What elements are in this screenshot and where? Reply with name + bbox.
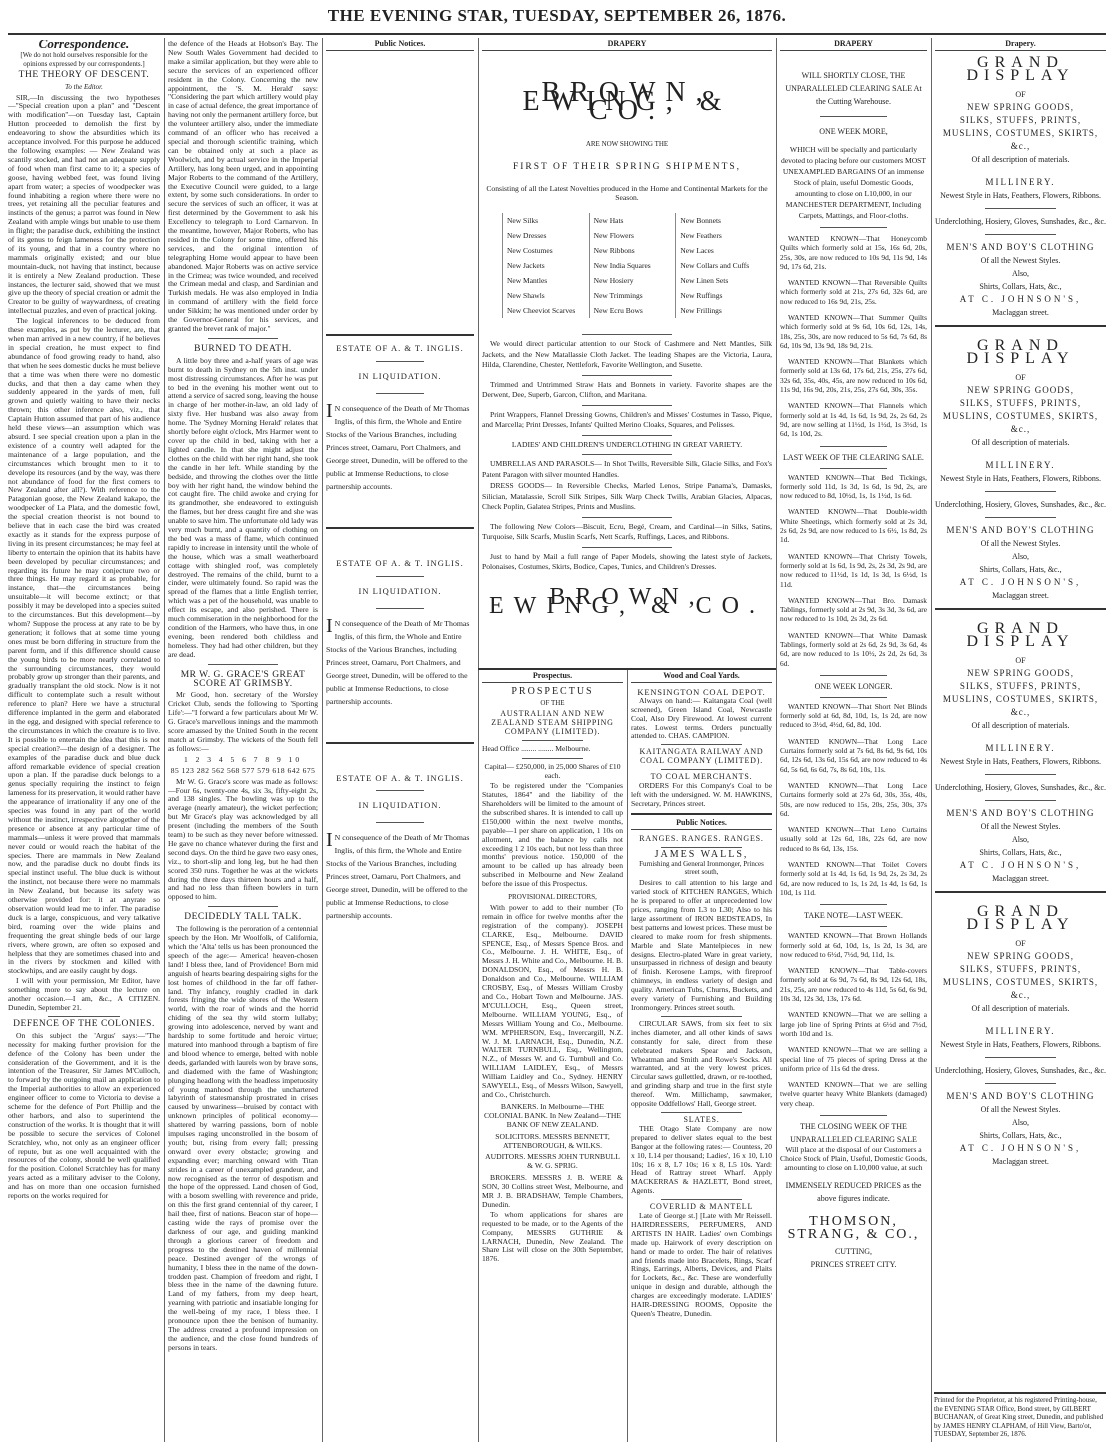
divider: [661, 847, 742, 848]
description-line: Of all description of materials.: [971, 720, 1070, 730]
wanted-item: WANTED KNOWN—That Bro. Damask Tablings, formerly sold at 2s 9d, 3s 3d, 3s 6d, are now reduced to 1s 10d, 2s 3d, 2s 6d.: [780, 595, 927, 624]
of-label: OF: [1015, 372, 1026, 382]
grace-wicket-numbers: 1 2 3 4 5 6 7 8 9 10: [183, 754, 303, 764]
last-week: LAST WEEK OF THE CLEARING SALE.: [783, 452, 924, 462]
column-public-notices: [326, 40, 474, 1440]
divider: [820, 904, 887, 905]
shirts-line: Shirts, Collars, Hats, &c.,: [979, 1130, 1062, 1140]
kensington-text: Always on hand:— Kaitangata Coal (well screened), Green Island Coal, Newcastle Coal, Also Dry Firewood. At lowest current rates. Lowest terms. Orders punctually attended to. CHAS. CAMPION.: [631, 695, 772, 741]
list-item: New Ecru Bows: [589, 303, 666, 318]
grand-display: GRAND DISPLAY: [966, 619, 1075, 650]
underclothing: Underclothing, Hosiery, Gloves, Sunshades, &c., &c.: [935, 1065, 1106, 1075]
column-johnsons: [935, 40, 1106, 1390]
wanted-item: WANTED KNOWN—That Blankets which formerly sold at 13s 6d, 17s 6d, 21s, 25s, 27s 6d, 32s 6d, 35s, 40s, 45s, are now reduced to 10s 6d, 11s 9d, 16s 9d, 20s, 21s, 25s, 27s 6d, 30s, 35s.: [780, 357, 927, 395]
divider: [582, 454, 672, 455]
which-text: WHICH will be specially and particularly devoted to placing before our customers MOST UNEXAMPLED BARGAINS Of an immense Stock of plain, useful Domestic Goods, amounting to close on L10,000, in our MANCHESTER DEPARTMENT, Including Carpets, Mattings, and Floor-cloths.: [780, 144, 927, 220]
divider: [820, 675, 887, 676]
solicitors: SOLICITORS. MESSRS BENNETT, ATTENBOROUGH, & WILKS.: [495, 1131, 610, 1150]
divider: [48, 1016, 120, 1017]
cutting-label: CUTTING,: [834, 1246, 873, 1256]
prospectus-text: To be registered under the "Companies Statutes, 1864" and the liability of the Shareholders will be limited to the amount of the subscribed shares. It is intended to call up £150,000 within the next twelve months, payable—1 per share on application, 1 10s on allotment, and the balance by calls not exceeding 1 2 10s each, but not less than three months' previous notice. 150,000 of the amount to be called up has already been subscribed in Melbourne and New Zealand before the issue of this Prospectus.: [482, 781, 623, 889]
new-spring-goods: NEW SPRING GOODS,: [966, 950, 1075, 961]
divider: [985, 1057, 1056, 1058]
drapery-paragraph: Print Wrappers, Flannel Dressing Gowns, Children's and Misses' Costumes in Tasso, Pique, and Marcella; Print Dresses, Infants' Quilted Merino Cloaks, Squares, and Pelisses.: [482, 409, 772, 430]
burned-text: A little boy three and a-half years of age was burnt to death in Sydney on the 5th inst. under most distressing circumstances. After he was put to bed in the evening his mother went out to attend a service of sacred song, leaving the house in charge of her mother-in-law, an old lady of sixty five. Her husband was also away from home. The 'Sydney Morning Herald' relates that shortly before eight o'clock, Mrs Harmer went to cover up the child in bed, taking with her a lighted candle. In that she might adjust the clothes on the child with her right hand, she took the candle in her left. While standing by the bedside, and throwing the clothes over the little boy with her right hand, the window behind the cot caught fire. The child awoke and crying for its grandmother, she endeavored to extinguish the flames, but her dress caught fire and she was unable to save him. The unfortunate old lady was very much burnt, and a quantity of clothing on the bed was a mass of flame, which continued rapidly to increase in intensity until the whole of the house, which was a small weatherboard cottage with shingled roof, was completely destroyed. The remains of the child, burnt to a cinder, were ultimately found. So rapid was the spread of the flames that a little English terrier, which was a pet of the household, was unable to effect its escape, and also perished. There is much commiseration in the neighborhood for the condition of the Harmers, who have thus, in one evening, been rendered both childless and homeless. They had had other children, but they are dead.: [168, 355, 318, 659]
wanted-item: WANTED KNOWN—That Double-width White Sheetings, which formerly sold at 2s 3d, 2s 6d, 2s 9d, are now reduced to 1s 6½, 1s 8d, 2s 1d.: [780, 507, 927, 545]
tall-talk-title: DECIDEDLY TALL TALK.: [184, 912, 302, 923]
divider: [820, 468, 887, 469]
divider: [935, 325, 1106, 327]
spring-shipments-headline: FIRST OF THEIR SPRING SHIPMENTS,: [512, 161, 742, 172]
johnson-name: AT C. JOHNSON'S,: [959, 576, 1082, 587]
divider: [985, 1083, 1056, 1084]
defence-continued: the defence of the Heads at Hobson's Bay. The New South Wales Government had decided to make a similar application, but they were able to secure the services of an experienced officer resident in the Colony. Concerning the new appointment, the 'S. M. Herald' says: "Considering the part which artillery would play in case of actual defence, the great importance of having not only the permanent artillery force, but the volunteer artillery also, under the immediate command of an officer who has received a special and thorough scientific training, which can be obtained only at such a place as Woolwich, and by actual service in the Imperial Artillery, has long been urged, and in appointing Major Roberts to the command of the Artillery, the Executive Council were guided, to a large extent, by some such considerations. In order to secure the services of such an officer, it was at first determined by the Government to ask his Excellency to telegraph to Lord Carnarvon. In the meantime, however, Major Roberts, who has resided in the Colony for some time, offered his services, and the original intention of telegraphing Home would appear to have been abandoned. Major Roberts was on active service in the Crimea; was twice wounded, and received the Crimean medal and clasp, and Sardinian and Turkish medals. He was also employed in India in command of artillery with the field force under Sikkim; he was mentioned under order by the Governor-General for his services, and granted the brevet rank of major.": [168, 40, 318, 333]
section-header: Prospectus.: [482, 672, 623, 683]
drapery-subtitle: ARE NOW SHOWING THE: [585, 139, 669, 148]
notice-text: I N consequence of the Death of Mr Thomas Inglis, of this firm, the Whole and Entire Stocks of the Various Branches, including Princes street, Oamaru, Port Chalmers, and George street, Dunedin, will be offered to the public at Immense Reductions, to close partnership accounts.: [326, 399, 470, 491]
coal-merchants: TO COAL MERCHANTS.: [650, 772, 753, 782]
masthead-rule: [8, 33, 1106, 35]
column-rule: [322, 38, 323, 1442]
wanted-item: WANTED KNOWN—That Leno Curtains usually sold at 12s 6d, 18s, 22s 6d, are now reduced to 8s 6d, 13s, 15s.: [780, 825, 927, 853]
also-label: Also,: [1011, 1117, 1030, 1127]
drapery-paragraph: Trimmed and Untrimmed Straw Hats and Bonnets in variety. Favorite shapes are the Derwent, Dee, Superb, Garcon, Clifton, and Maritana.: [482, 379, 772, 400]
letter-paragraph: SIR,—In discussing the two hypotheses—"Special creation upon a plan" and "Descent with modification"—on Tuesday last, Captain Hutton proceeded to demolish the first by endeavoring to show the absurdities which its acceptance involved. For this purpose he adduced the following examples: — New Zealand was scantily stocked, and had not an adequate supply of food when man first came to it; a species of goose, having webbed feet, was found living apart from water; a species of woodpecker was found inhabiting a region where there were no trees, yet retaining all the peculiar features and instincts of the genus; a parrot was found in New Zealand with ample wings but unable to use them in flight; the paradise duck, exhibiting the instinct of its genus to feign lameness for the protection of its young, and that in a country where no mammals originally existed; and our blue mountain-duck, not having that instinct, because it is entirely a New Zealand production. These instances, the lecturer said, showed that we must give up the theory of special creation or admit the Creator to be guilty of waywardness, of creating intellectual puzzles, and even of practical joking.: [8, 92, 160, 316]
new-spring-goods: NEW SPRING GOODS,: [966, 667, 1075, 678]
section-header: DRAPERY: [482, 40, 772, 51]
newest-styles: Newest Style in Hats, Feathers, Flowers, Ribbons.: [940, 190, 1101, 200]
divider: [376, 790, 424, 791]
list-item: New India Squares: [589, 258, 666, 273]
list-item: New Trimmings: [589, 288, 666, 303]
wanted-list: [780, 931, 927, 1108]
list-item: New Ribbons: [589, 243, 666, 258]
mens-sub: Of all the Newest Styles.: [980, 538, 1061, 548]
divider: [582, 375, 672, 376]
list-item: New Mantles: [502, 273, 579, 288]
walls-text: Desires to call attention to his large and varied stock of KITCHEN RANGES, Which he is prepared to offer at unprecedented low prices, ranging from L3 to L30; Also to his large assortment of IRON BEDSTEADS, In best patterns and lowest prices. These must be cleared to make room for fresh shipments. Marble and Slate Mantelpieces in new designs. Electro-plated Ware in great variety, unsurpassed in richness of design and beauty of finish. Kerosene Lamps, with fireproof chimneys, in endless variety of design and quality. American Tubs, Churns, Buckets, and every variety of Furnishing and Building Ironmongery. Princes street south.: [631, 878, 772, 1012]
johnson-ad: [935, 53, 1106, 319]
burned-title: BURNED TO DEATH.: [194, 343, 292, 354]
wanted-item: WANTED KNOWN—That Long Lace Curtains formerly sold at 7s 6d, 8s 6d, 9s 6d, 10s 6d, 12s 6d, 13s 6d, 15s 6d, are now reduced to 4s 6d, 5s 6d, 6s 6d, 7s, 8s 6d, 10s, 11s.: [780, 736, 927, 774]
johnson-name: AT C. JOHNSON'S,: [959, 1142, 1082, 1153]
list-item: New Frillings: [675, 303, 752, 318]
millinery: MILLINERY.: [985, 1025, 1056, 1036]
mens-sub: Of all the Newest Styles.: [980, 821, 1061, 831]
ranges-title: RANGES. RANGES. RANGES.: [639, 833, 764, 843]
kensington-title: KENSINGTON COAL DEPOT.: [637, 686, 766, 697]
drapery-advertisement: [482, 40, 772, 665]
immense-text: IMMENSELY REDUCED PRICES as the above figures indicate.: [785, 1180, 922, 1203]
grace-text: Mr W. G. Grace's score was made as follows:—Four 6s, twenty-one 4s, six 3s, fifty-eight 2s, and 138 singles. The bowling was up to the average (nearly amateur), the wicket perfection; but Mr Grace's play was acknowledged by all present (including the members of the South team) to be such as they never before witnessed. He gave no chance whatever during the first and second days. On the third he gave two easy ones, viz., to short-slip and long leg, but he had then scored 350 runs. Together he was at the wickets during the three days thirteen hours and a half, and had no less than fifteen bowlers in turn opposed to him.: [168, 776, 318, 902]
of-label: OF: [1015, 89, 1026, 99]
newest-styles: Newest Style in Hats, Feathers, Flowers, Ribbons.: [940, 756, 1101, 766]
wanted-item: WANTED KNOWN—That Bed Tickings, formerly sold 11d, 1s 3d, 1s 6d, 1s 9d, 2s, are now reduced to 8d, 10½d, 1s, 1s 1½d, 1s 6d.: [780, 472, 927, 501]
divider: [820, 1115, 887, 1116]
list-item: New Hats: [589, 213, 666, 228]
millinery: MILLINERY.: [985, 459, 1056, 470]
divider: [820, 446, 887, 447]
silks-line: SILKS, STUFFS, PRINTS, MUSLINS, COSTUMES, SKIRTS, &c.,: [942, 963, 1099, 1000]
silks-line: SILKS, STUFFS, PRINTS, MUSLINS, COSTUMES, SKIRTS, &c.,: [942, 114, 1099, 151]
drapery-paragraph: The following New Colors—Biscuit, Ecru, Begé, Cream, and Cardinal—in Silks, Satins, Turquoise, Silk Scarfs, Muslin Scarfs, Nett Scarfs, Ruffings, Laces, and Ribbons.: [482, 521, 772, 542]
also-label: Also,: [1011, 834, 1030, 844]
newest-styles: Newest Style in Hats, Feathers, Flowers, Ribbons.: [940, 1039, 1101, 1049]
wanted-item: WANTED KNOWN—That Brown Hollands formerly sold at 6d, 10d, 1s, 1s 2d, 1s 3d, are now reduced to 6½d, 7½d, 9d, 11d, 1s.: [780, 931, 927, 959]
wanted-item: WANTED KNOWN—That Short Net Blinds formerly sold at 6d, 8d, 10d, 1s, 1s 2d, are now reduced to 3½d, 4½d, 6d, 8d, 10d.: [780, 701, 927, 730]
johnson-ad: [935, 619, 1106, 885]
divider: [582, 517, 672, 518]
liquidation-notice: [326, 344, 474, 493]
divider: [376, 576, 424, 577]
grand-display: GRAND DISPLAY: [966, 902, 1075, 933]
company-name: AUSTRALIAN AND NEW ZEALAND STEAM SHIPPING COMPANY (LIMITED).: [491, 708, 614, 736]
mens-sub: Of all the Newest Styles.: [980, 255, 1061, 265]
list-item: New Costumes: [502, 243, 579, 258]
divider: [376, 608, 424, 609]
column-rule: [627, 670, 628, 1442]
coverlid-text: Late of George st.] [Late with Mr Reissell. HAIRDRESSERS, PERFUMERS, AND ARTISTS IN HAIR. Ladies' own Combings made up. Hairwork of every description on hand or made to order. The hair of relatives and friends made into Bracelets, Rings, Scarf Rings, Earrings, Alberts, Devices, and Plaits for Lockets, &c., &c. These are wonderfully unique in design and durable, although the charges are exceedingly moderate. LADIES' HAIR-DRESSING ROOMS, Opposite the Queen's Theatre, Dunedin.: [631, 1211, 772, 1318]
drapery-paragraph: DRESS GOODS— In Reversible Checks, Marled Lenos, Stripe Panama's, Damasks, Silician, Matalassie, Scroll Silk Stripes, Silk Warp Check Twills, Arabian Glacies, Alpacas, Check Poplin, Galatea Stripes, Prints and Muslins.: [482, 481, 772, 512]
shirts-line: Shirts, Collars, Hats, &c.,: [979, 847, 1062, 857]
divider: [661, 769, 742, 770]
grand-display: GRAND DISPLAY: [966, 53, 1075, 84]
wanted-item: WANTED KNOWN—That Table-covers formerly sold at 6s 9d, 7s 6d, 8s 9d, 12s 6d, 18s, 21s, 25s, are now reduced to 4s 11d, 5s 6d, 6s 9d, 10s 3d, 12s 3d, 13s, 17s 6d.: [780, 966, 927, 1004]
new-spring-goods: NEW SPRING GOODS,: [966, 101, 1075, 112]
divider: [661, 1199, 742, 1200]
letter-paragraph: The logical inferences to be deduced from these examples, as put by the lecturer, are, that when man arrived in a new country, if he believes in special creation, he must expect to find abundance of food growing ready to hand, also that when he sees domestic ducks he must believe that a time was when there were no domestic ducks, and that then a day came when they suddenly appeared in the yards of men, full grown and quietly waiting to have their necks thrown; this other inference also, viz., that Captain Hutton assumed that part of his audience held these views—an assumption which was absurd. I see special creation upon a plan in the existence of a country well adapted for the maintenance of a large population, and the circumstances which brought men to it to develope its resources (and by the way, was there not abundance of food for the first comers to New Zealand after all?). With reference to the Patagonian goose, the New Zealand kakapo, the woodpecker of La Plata, and the domestic fowl, the special creation theorist is not bound to believe that in each case the bird was created exactly as it stands for the express purpose of living in its present circumstances; he may feel at liberty to entertain the opinion that its habits have been developed by peculiar circumstances; and regarding its future he may conjecture two or three things. He may regard it as probable, for instance, that—the circumstances being unsuitable—it will become extinct; or that possibly it may be developed into a species suited to the circumstances. But this development—by whom? Suppose the process at any rate to be by generation; it follows that at some time young ones must be born differing in structure from the parent form, and if this difference should cause the young birds to be more nearly correlated to the surrounding circumstances, they would probably grow up stronger than their parents, and gradually transplant the old stock. Now is it not difficult to contemplate such a result without reference to plan? Here we have a structural difference implanted in the germ and elaborated in the egg, and designed with special reference to the circumstances in which the creature is to live. It is possible to entertain the idea that this is not special creation?—the design of a designer. The examples of the paradise duck and blue duck afford remarkable evidence of special creation upon a plan. If the paradise duck belongs to a genus specially requiring the instinct to feign lameness for its preservation, it would rather have the appearance of irrationality if any one of the species was found in any part of the world without the instinct, irrespective altogether of the presence or absence at any particular time of mammals—unless it were proved that mammals never could or would reach the habitat of the species. There are mammals in New Zealand now, and the paradise duck no doubt finds its special instinct useful. The blue duck is without the instinct, not because there were no mammals in New Zealand, but because its safety was otherwise provided for: it at anyrate so observation would lead me to infer. The paradise duck is a large, conspicuous, and very talkative bird, roaming over the wide plains and frequenting the great shingle beds of our large rivers, where grown, are often so exposed and helpless that they are sometimes chased into and in the rivers by stockmen and killed with stockwhips, and are easily caught by dogs.: [8, 316, 160, 976]
maclaggan-street: Maclaggan street.: [992, 307, 1049, 317]
saws-text: CIRCULAR SAWS, from six feet to six inches diameter, and all other kinds of saws constantly for sale, direct from these celebrated makers Spear and Jackson, Wheatman and Smith and Rowe's Socks. All warranted, and at the very lowest prices. Circular saws gullettled, drawn, or re-toothed, and grinding sharp and true in the first style thereof. Wm. Millichamp, sawmaker, opposite Oddfellows' Hall, George street.: [631, 1018, 772, 1109]
drapery-paragraph: We would direct particular attention to our Stock of Cashmere and Nett Mantles, Silk Jackets, and the New Matallassie Cloth Jacket. The leading Shapes are the Victoria, Laura, Hilda, Clarendine, Chester, Nettlefork, Favorite Wellington, and Susette.: [482, 339, 772, 370]
divider: [582, 334, 672, 335]
divider: [820, 116, 887, 117]
liquidation-notice: [326, 559, 474, 708]
maclaggan-street: Maclaggan street.: [992, 590, 1049, 600]
list-item: New Silks: [502, 213, 579, 228]
divider: [326, 334, 474, 336]
wanted-item: WANTED KNOWN—That Christy Towels, formerly sold at 1s 6d, 1s 9d, 2s, 2s 3d, 2s 9d, are now reduced to 11½d, 1s 1d, 1s 3d, 1s 6½d, 1s 11d.: [780, 551, 927, 589]
description-line: Of all description of materials.: [971, 154, 1070, 164]
drapery-paragraph: LADIES' AND CHILDREN'S UNDERCLOTHING IN GREAT VARIETY.: [511, 439, 743, 449]
maclaggan-street: Maclaggan street.: [992, 1156, 1049, 1166]
wanted-item: WANTED KNOWN—That we are selling twelve quarter heavy White Blankets (damaged) very cheap.: [780, 1080, 927, 1108]
wanted-item: WANTED KNOWN—That Toilet Covers formerly sold at 1s 4d, 1s 6d, 1s 9d, 2s, 2s 3d, 2s 6d, are now reduced to 1s, 1s 2d, 1s 4d, 1s 6d, 1s 10d, 1s 11d.: [780, 860, 927, 897]
notice-text: I N consequence of the Death of Mr Thomas Inglis, of this firm, the Whole and Entire Stocks of the Various Branches, including Princes street, Oamaru, Port Chalmers, and George street, Dunedin, will be offered to the public at Immense Reductions, to close partnership accounts.: [326, 829, 470, 921]
closing-week: THE CLOSING WEEK OF THE UNPARALLELED CLEARING SALE: [790, 1121, 917, 1144]
divider: [582, 435, 672, 436]
column-correspondence: [8, 40, 160, 1440]
column-wood-coal: [631, 672, 772, 1442]
divider: [582, 405, 672, 406]
millinery: MILLINERY.: [985, 742, 1056, 753]
list-item: New Collars and Cuffs: [675, 258, 752, 273]
new-spring-goods: NEW SPRING GOODS,: [966, 384, 1075, 395]
slates-text: THE Otago Slate Company are now prepared to deliver slates equal to the best Bangor at the following rates:— Countess, 20 x 10, L14 per thousand; Ladies', 16 x 10, L10 10s; 16 x 8, L7 10s; 16 x 8, L5 10s. Yard: Head of Rattray street Wharf. Apply MACKERRAS & HAZLETT, Bond street, Agents.: [631, 1123, 772, 1196]
divider: [661, 1112, 742, 1113]
of-label: OF: [1015, 938, 1026, 948]
head-office: Head Office ........ ........ Melbourne.: [482, 744, 591, 754]
underclothing: Underclothing, Hosiery, Gloves, Sunshades, &c., &c.: [935, 216, 1106, 226]
wanted-list: [780, 702, 927, 897]
divider: [376, 361, 424, 362]
shirts-line: Shirts, Collars, Hats, &c.,: [979, 281, 1062, 291]
one-week-longer: ONE WEEK LONGER.: [814, 681, 893, 691]
wanted-item: WANTED KNOWN—That Flannels which formerly sold at 1s 4d, 1s 6d, 1s 9d, 2s, 2s 6d, 2s 9d, are now selling at 11½d, 1s 1½d, 1s 3½d, 1s 6d, 1s 10d, 2s.: [780, 401, 927, 439]
list-item: New Dresses: [502, 228, 579, 243]
estate-title: ESTATE OF A. & T. INGLIS.: [336, 772, 464, 783]
johnson-name: AT C. JOHNSON'S,: [959, 293, 1082, 304]
brokers: BROKERS. MESSRS J. B. WERE & SON, 30 Collins street West, Melbourne, and MR J. B. BRADSHAW, Temple Chambers, Dunedin.: [482, 1173, 623, 1209]
princes-street: PRINCES STREET CITY.: [810, 1259, 897, 1269]
directors-title: PROVISIONAL DIRECTORS,: [508, 893, 597, 902]
divider: [985, 774, 1056, 775]
divider: [522, 740, 583, 741]
mens-sub: Of all the Newest Styles.: [980, 1104, 1061, 1114]
wanted-item: WANTED KNOWN—That White Damask Tablings, formerly sold at 2s 6d, 2s 9d, 3s 6d, 4s 6d, are now reduced to 1s 10½, 2s 2d, 2s 6d, 3s 6d.: [780, 630, 927, 668]
divider: [820, 697, 887, 698]
clearing-sale-top: WILL SHORTLY CLOSE, THE UNPARALLELED CLEARING SALE At the Cutting Warehouse.: [785, 70, 922, 106]
johnson-ad: [935, 336, 1106, 602]
column-rule: [931, 38, 932, 1442]
grace-title: MR W. G. GRACE'S GREAT SCORE AT GRIMSBY.: [180, 669, 306, 689]
correspondence-heading: Correspondence.: [38, 40, 130, 51]
divider: [985, 517, 1056, 518]
wanted-list: [780, 473, 927, 668]
column-prospectus: [482, 672, 623, 1442]
estate-title: ESTATE OF A. & T. INGLIS.: [336, 342, 464, 353]
johnson-name: AT C. JOHNSON'S,: [959, 859, 1082, 870]
disclaimer: [We do not hold ourselves responsible for the opinions expressed by our correspondents.]: [20, 50, 148, 68]
divider: [326, 742, 474, 744]
drapery-paragraph: Just to hand by Mail a full range of Paper Models, showing the latest style of Jackets, Polonaises, Costumes, Skirts, Bodice, Capes, Tunics, and Children's Dresses.: [482, 551, 772, 572]
letter-paragraph: I will with your permission, Mr Editor, have something more to say about the lecture on another occasion.—I am, &c., A CITIZEN. Dunedin, September 21.: [8, 976, 160, 1012]
divider: [326, 527, 474, 529]
description-line: Of all description of materials.: [971, 437, 1070, 447]
divider: [631, 813, 772, 815]
capital: Capital— £250,000, in 25,000 Shares of £10 each.: [484, 762, 621, 781]
coverlid-title: COVERLID & MANTELL: [649, 1202, 754, 1212]
slates-title: SLATES.: [683, 1114, 720, 1124]
tall-talk-text: The following is the peroration of a centennial speech by the Hon. Mr Woolfolk, of California, which the 'Alta' tells us has been pronounced the speech of the age:— America! heaven-chosen land! I bless thee, land of Providence! Born mid anguish of hearts bearing despairing sighs for the lost homes of childhood in the far off father-land. Thy infancy, roughly cradled in dark forests fringing the wide shores of the Western world, with the roar of winds and the horrid chiding of the sea thy wild storm lullaby; growing into adolescence, nerved by want and hardship to some fortitude and heroic virtue; matured into manhood through a baptism of fire and blood whence to emerge, belted with noble deeds, garlanded with laurels won by brave sons, and diademed with the fame of Washington; plunging headlong with the headless impetuosity of young manhood through the unchartered labyrinth of statesmanship prostrated in crises caused by unwariness—bruised by contact with unknown principles of political economy—shattered by warring passions, born of noble impulses raging unconstrolled in the bosom of youth; but, rising from every fall; pressing onward over every obstacle; growing and expanding ever; marching onward with Titan strides in a career of unexampled grandeur, and now recognised as the terror of despotism and the hope of the oppressed. Land chosen of God, with a bosom swelling with reverence and pride, on this the first grand centennial of thy career, I hail thee, first of nations. Beacon star of hope—casting wide the rays of promise over the darkness of our age, and guiding mankind through a glorious career of freedom and progress to the destined haven of millennial peace. Destined avenger of the wrongs of humanity, I bless thee in the name of the down-trodden past. Champion of freedom and right, I bless thee in the name of the dawning future. Land of my fathers, from my deep heart, yearning with patriotic and insatiable longing for the well-being of my race, I bless thee. I pronounce upon thee the benison of humanity. The address created a profound impression on the audience, and the close found hundreds of persons in tears.: [168, 924, 318, 1352]
divider: [985, 208, 1056, 209]
list-item: New Flowers: [589, 228, 666, 243]
mens-clothing: MEN'S AND BOY'S CLOTHING: [946, 807, 1095, 818]
consisting-text: Consisting of all the Latest Novelties produced in the Home and Continental Markets for the Season.: [486, 184, 768, 203]
silks-line: SILKS, STUFFS, PRINTS, MUSLINS, COSTUMES, SKIRTS, &c.,: [942, 397, 1099, 434]
defence-text: On this subject the 'Argus' says:—"The necessity for making further provision for the defence of the Colony has been under the consideration of the Government, and it is the intention of the Treasurer, Sir James M'Culloch, to forward by the outgoing mail an application to the Imperial authorities to allow an experienced engineer officer to come to Victoria to devise a scheme for the defence of Port Phillip and the other harbors, and also to superintend the construction of the works. It is thought that it will be possible to secure the services of Colonel Scratchley, who, not only as an engineer officer of repute, but as one well acquainted with the resources of the colony, should be well qualified for the position. Colonel Scratchley has for many years acted as a military adviser to the Colony, and has on more than one occasion furnished reports on the works required for: [8, 1030, 160, 1201]
underclothing: Underclothing, Hosiery, Gloves, Sunshades, &c., &c.: [935, 499, 1106, 509]
divider: [522, 758, 583, 759]
divider: [376, 393, 424, 394]
list-item: New Feathers: [675, 228, 752, 243]
divider: [935, 608, 1106, 610]
divider: [985, 234, 1056, 235]
liquidation-label: IN LIQUIDATION.: [358, 585, 442, 596]
divider: [985, 800, 1056, 801]
list-item: New Laces: [675, 243, 752, 258]
grand-display: GRAND DISPLAY: [966, 336, 1075, 367]
divider: [820, 227, 887, 228]
railway-title: KAITANGATA RAILWAY AND COAL COMPANY (LIMITED).: [639, 747, 764, 766]
column-rule: [478, 38, 479, 1442]
orders-text: ORDERS For this Company's Coal to be left with the undersigned. W. M. HAWKINS, Secretary, Princes street.: [631, 781, 772, 808]
divider: [208, 338, 278, 339]
grace-wicket-scores: 85 123 282 562 568 577 579 618 642 675: [170, 765, 316, 775]
list-item: New Shawls: [502, 288, 579, 303]
divider: [582, 547, 672, 548]
divider: [935, 891, 1106, 893]
closing-text: To whom applications for shares are requested to be made, or to the Agents of the Company, MESSRS GUTHRIE & LARNACH, Dunedin, New Zealand. The Share List will close on the 30th September, 1876.: [482, 1209, 623, 1264]
drop-cap: I: [326, 614, 333, 637]
auditors: AUDITORS. MESSRS JOHN TURNBULL & W. G. SPRIG.: [485, 1152, 620, 1171]
divider: [661, 744, 742, 745]
list-item: New Bonnets: [675, 213, 752, 228]
list-item: New Cheeviot Scarves: [502, 303, 579, 318]
divider: [208, 906, 278, 907]
list-item: New Linen Sets: [675, 273, 752, 288]
list-item: New Jackets: [502, 258, 579, 273]
drapery-paragraph: UMBRELLAS AND PARASOLS— In Shot Twills, Reversible Silk, Glacie Silks, and Fox's Patent Paragon with silver mounted Handles.: [482, 459, 772, 479]
maclaggan-street: Maclaggan street.: [992, 873, 1049, 883]
column-rule: [164, 38, 165, 1442]
closing-text: Will place at the disposal of our Customers a Choice Stock of Plain, Useful, Domestic Goods, amounting to close on L10,000 value, at such: [780, 1144, 927, 1172]
drop-cap: I: [326, 399, 333, 422]
grace-text: Mr Good, hon. secretary of the Worsley Cricket Club, sends the following to 'Sporting Life':—"I forward a few particulars about Mr W. G. Grace's marvellous innings and the mammoth score amassed by the United South in the recent match at Grimsby. The wickets of the South fell as follows:—: [168, 690, 318, 753]
mens-clothing: MEN'S AND BOY'S CLOTHING: [946, 1090, 1095, 1101]
drop-cap: I: [326, 829, 333, 852]
section-header: Wood and Coal Yards.: [631, 672, 772, 683]
johnson-ad: [935, 902, 1106, 1168]
newest-styles: Newest Style in Hats, Feathers, Flowers, Ribbons.: [940, 473, 1101, 483]
wanted-item: WANTED KNOWN—That Summer Quilts which formerly sold at 9s 6d, 10s 6d, 12s, 14s, 18s, 25s, 30s, are now reduced to 5s 6d, 7s 6d, 8s 6d, 10s 9d, 13s 9d, 18s 9d, 21s.: [780, 312, 927, 350]
wanted-item: WANTED KNOWN—That we are selling a large job line of Spring Prints at 6½d and 7½d, worth 10d and 1s.: [780, 1010, 927, 1038]
prospectus-title: PROSPECTUS: [511, 685, 594, 697]
list-item: New Hosiery: [589, 273, 666, 288]
item-grid: [502, 213, 752, 318]
directors-list: With power to add to their number (To remain in office for twelve months after the registration of the company). JOSEPH CLARKE, Esq., Melbourne. DAVID SPENCE, Esq., of Messrs Spence Bros. and Co., Melbourne. J. H. WHITE, Esq., of Messrs J. H. White and Co., Melbourne. H. B. DONALDSON, Esq., of Messrs H. B. Donaldson and Co., Melbourne. WILLIAM CROSBY, Esq., of Messrs William Crosby and Co., Hobart Town and Melbourne. JAS. M'CULLOCH, Esq., Queen street, Melbourne. WILLIAM YOUNG, Esq., of Messrs William Young and Co., Melbourne. WM. M'PHERSON, Esq., Invercargill, N.Z. W. J. M. LARNACH, Esq., Dunedin, N.Z. WALTER TURNBULL, Esq., Wellington, N.Z., of Messrs W. and G. Turnbull and Co. WILLIAM LAIDLEY, Esq., of Messrs William Laidley and Co., Sydney. HENRY SAWYELL, Esq., of Messrs Wilson, Sawyell, and Co., Christchurch.: [482, 902, 623, 1099]
brown-ewing-title: BROWN, EWING, & CO.: [522, 76, 732, 126]
divider: [985, 491, 1056, 492]
wanted-item: WANTED KNOWN—That we are selling a special line of 75 pieces of spring Dress at the uniform price of 11s 6d the dress.: [780, 1045, 927, 1073]
column-rule: [776, 38, 777, 1442]
list-item: New Ruffings: [675, 288, 752, 303]
section-header: Public Notices.: [631, 819, 772, 830]
of-label: OF: [1015, 655, 1026, 665]
also-label: Also,: [1011, 268, 1030, 278]
wanted-list: [780, 234, 927, 439]
take-note: TAKE NOTE—LAST WEEK.: [804, 911, 903, 921]
thomson-title: THOMSON, STRANG, & CO.,: [787, 1213, 920, 1242]
bankers: BANKERS. In Melbourne—THE COLONIAL BANK. In New Zealand—THE BANK OF NEW ZEALAND.: [483, 1101, 621, 1129]
section-header: DRAPERY: [780, 40, 927, 51]
mens-clothing: MEN'S AND BOY'S CLOTHING: [946, 524, 1095, 535]
millinery: MILLINERY.: [985, 176, 1056, 187]
printer-imprint: Printed for the Proprietor, at his registered Printing-house, the EVENING STAR Office, Bond street, by GILBERT BUCHANAN, of Great King street, Dunedin, and published by JAMES HENRY CLAPHAM, of Hill View, Barto'ot, TUESDAY, September 26, 1876.: [934, 1392, 1106, 1439]
letter-title: THE THEORY OF DESCENT.: [18, 69, 150, 80]
divider: [661, 1016, 742, 1017]
notice-text: I N consequence of the Death of Mr Thomas Inglis, of this firm, the Whole and Entire Stocks of the Various Branches, including Princes street, Oamaru, Port Chalmers, and George street, Dunedin, will be offered to the public at Immense Reductions, to close partnership accounts.: [326, 614, 470, 706]
mens-clothing: MEN'S AND BOY'S CLOTHING: [946, 241, 1095, 252]
letter-to: To the Editor.: [65, 82, 103, 91]
section-header: Public Notices.: [326, 40, 474, 51]
underclothing: Underclothing, Hosiery, Gloves, Sunshades, &c., &c.: [935, 782, 1106, 792]
silks-line: SILKS, STUFFS, PRINTS, MUSLINS, COSTUMES, SKIRTS, &c.,: [942, 680, 1099, 717]
walls-title: JAMES WALLS,: [654, 848, 749, 860]
also-label: Also,: [1011, 551, 1030, 561]
one-week-more: ONE WEEK MORE,: [819, 126, 888, 136]
divider: [820, 926, 887, 927]
spacer: [326, 56, 474, 326]
section-header: Drapery.: [935, 40, 1106, 51]
liquidation-label: IN LIQUIDATION.: [358, 370, 442, 381]
wanted-item: WANTED KNOWN—That Reversible Quilts which formerly sold at 21s, 27s 6d, 32s 6d, are now reduced to 16s 9d, 21s, 25s.: [780, 278, 927, 306]
column-clearing-sale: [780, 40, 927, 1440]
wanted-item: WANTED KNOWN—That Honeycomb Quilts which formerly sold at 15s, 16s 6d, 20s, 25s, 30s, are now reduced to 10s 9d, 11s 9d, 14s 9d, 17s 6d, 21s.: [780, 233, 927, 271]
estate-title: ESTATE OF A. & T. INGLIS.: [336, 557, 464, 568]
walls-subtitle: Furnishing and General Ironmonger, Princes street south,: [639, 859, 764, 877]
column-news: [168, 40, 318, 1440]
brown-ewing-footer: BROWN, EWING, & CO.: [489, 583, 765, 619]
prospectus-of-the: OF THE: [540, 698, 565, 707]
shirts-line: Shirts, Collars, Hats, &c.,: [979, 564, 1062, 574]
divider: [208, 664, 278, 665]
masthead: THE EVENING STAR, TUESDAY, SEPTEMBER 26, 1876.: [327, 6, 787, 25]
liquidation-notice: [326, 774, 474, 923]
wanted-item: WANTED KNOWN—That Long Lace Curtains formerly sold at 27s 6d, 30s, 35s, 40s, 50s, are now reduced to 15s, 20s, 25s, 30s, 37s 6d.: [780, 780, 927, 818]
liquidation-label: IN LIQUIDATION.: [358, 800, 442, 811]
defence-title: DEFENCE OF THE COLONIES.: [13, 1018, 155, 1029]
divider: [376, 822, 424, 823]
description-line: Of all description of materials.: [971, 1003, 1070, 1013]
